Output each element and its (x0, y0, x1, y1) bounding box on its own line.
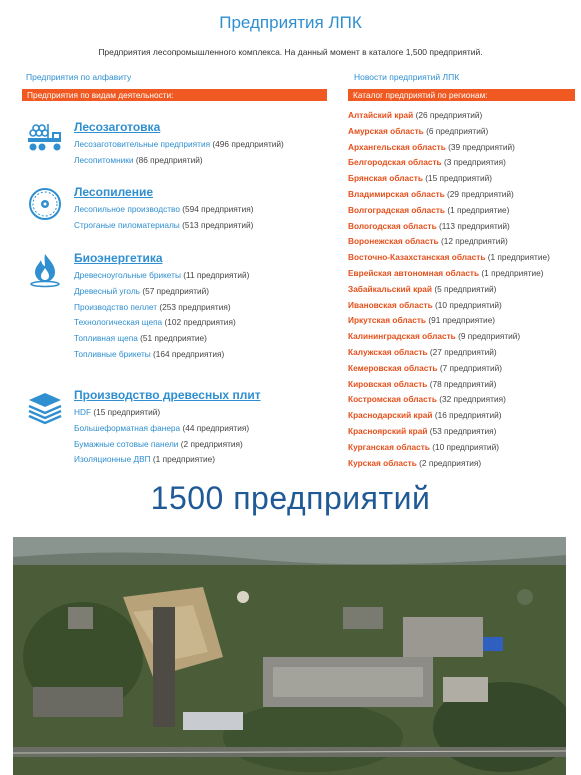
enterprise-count: (44 предприятия) (182, 422, 250, 433)
alphabet-link[interactable]: Предприятия по алфавиту (26, 72, 132, 82)
enterprise-count: (12 предприятий) (440, 236, 508, 247)
category-wood-panels (26, 388, 326, 478)
region-item (348, 250, 578, 266)
list-item (74, 405, 249, 421)
category-link[interactable]: Бумажные сотовые панели (74, 438, 179, 449)
region-item (348, 456, 578, 472)
category-link[interactable]: Лесопитомники (74, 154, 134, 165)
category-link[interactable]: Производство пеллет (74, 301, 158, 312)
list-item (74, 452, 249, 468)
region-link[interactable]: Костромская область (348, 394, 437, 405)
region-item (348, 392, 578, 408)
log-truck-icon (26, 120, 64, 158)
flame-icon (26, 251, 64, 289)
enterprise-count: (29 предприятий) (447, 188, 514, 199)
enterprise-count: (253 предприятия) (159, 301, 231, 312)
region-link[interactable]: Краснодарский край (348, 410, 433, 421)
enterprise-count: (32 предприятия) (439, 394, 506, 405)
list-item (74, 153, 284, 169)
region-item (348, 282, 578, 298)
enterprise-count: (102 предприятия) (164, 317, 236, 328)
category-bioenergy (26, 251, 326, 377)
enterprise-count: (5 предприятий) (434, 283, 497, 294)
enterprise-count: (15 предприятий) (425, 173, 493, 184)
region-item (348, 440, 578, 456)
enterprise-count: (2 предприятия) (419, 457, 482, 468)
enterprise-count: (10 предприятий) (435, 299, 502, 310)
region-link[interactable]: Калужская область (348, 346, 428, 357)
region-link[interactable]: Курская область (348, 457, 417, 468)
list-item (74, 300, 249, 316)
list-item (74, 202, 253, 218)
category-link[interactable]: Лесозаготовительные предприятия (74, 139, 211, 149)
region-link[interactable]: Владимирская область (348, 188, 445, 199)
category-logging (26, 120, 326, 180)
enterprise-count: (26 предприятий) (415, 110, 483, 120)
category-items (74, 202, 253, 234)
region-link[interactable]: Кировская область (348, 378, 428, 389)
category-link[interactable]: Большеформатная фанера (74, 422, 181, 433)
region-link[interactable]: Вологодская область (348, 220, 437, 231)
aerial-photo (13, 537, 566, 775)
region-link[interactable]: Забайкальский край (348, 283, 432, 294)
enterprise-count: (51 предприятие) (140, 333, 207, 344)
region-link[interactable]: Восточно-Казахстанская область (348, 252, 486, 263)
enterprise-count: (57 предприятий) (142, 285, 210, 296)
enterprise-count: (86 предприятий) (135, 154, 203, 165)
enterprise-count: (78 предприятий) (429, 378, 497, 389)
region-item (348, 377, 578, 393)
category-link[interactable]: Лесопильное производство (74, 204, 180, 214)
enterprise-count: (10 предприятий) (432, 441, 499, 452)
region-link[interactable]: Еврейская автономная область (348, 267, 480, 278)
category-title[interactable]: Биоэнергетика (74, 251, 163, 265)
list-item (74, 347, 249, 363)
list-item (74, 421, 249, 437)
enterprise-count: (513 предприятий) (182, 219, 254, 230)
region-link[interactable]: Волгоградская область (348, 204, 446, 215)
category-title[interactable]: Производство древесных плит (74, 388, 261, 402)
enterprise-count: (9 предприятий) (458, 331, 521, 342)
region-link[interactable]: Алтайский край (348, 110, 414, 120)
enterprise-count: (39 предприятий) (448, 141, 515, 152)
region-link[interactable]: Воронежская область (348, 236, 439, 247)
region-item (348, 408, 578, 424)
category-title[interactable]: Лесозаготовка (74, 120, 161, 134)
enterprise-count: (15 предприятий) (93, 407, 161, 417)
region-item (348, 424, 578, 440)
enterprise-count: (6 предприятий) (426, 125, 489, 136)
enterprise-count: (164 предприятия) (153, 348, 225, 359)
category-sawmilling (26, 185, 326, 245)
region-item (348, 361, 578, 377)
enterprise-count: (3 предприятия) (443, 157, 506, 168)
enterprise-count: (53 предприятия) (429, 425, 497, 436)
category-items (74, 268, 249, 363)
region-item (348, 203, 578, 219)
region-item (348, 124, 578, 140)
category-link[interactable]: HDF (74, 407, 92, 417)
list-item (74, 218, 253, 234)
region-item (348, 155, 578, 171)
category-link[interactable]: Строганые пиломатериалы (74, 219, 180, 230)
enterprise-count: (27 предприятий) (429, 346, 497, 357)
activity-bar: Предприятия по видам деятельности: (22, 89, 327, 101)
list-item (74, 437, 249, 453)
regions-list (348, 108, 578, 471)
list-item (74, 284, 249, 300)
list-item (74, 137, 284, 153)
page-title: Предприятия ЛПК (219, 13, 362, 32)
enterprise-count: (594 предприятия) (182, 204, 254, 214)
enterprise-count: (11 предприятий) (183, 270, 250, 280)
list-item (74, 268, 249, 284)
region-link[interactable]: Кемеровская область (348, 362, 438, 373)
news-link[interactable]: Новости предприятий ЛПК (354, 72, 460, 82)
region-link[interactable]: Красноярский край (348, 425, 428, 436)
enterprise-count: (7 предприятий) (439, 362, 502, 373)
region-link[interactable]: Брянская область (348, 173, 423, 184)
region-item (348, 266, 578, 282)
category-link[interactable]: Древесноугольные брикеты (74, 270, 181, 280)
category-link[interactable]: Топливная щепа (74, 333, 138, 344)
enterprise-count: (1 предприятие) (481, 267, 544, 278)
region-item (348, 108, 578, 124)
enterprise-count: (16 предприятий) (434, 410, 502, 421)
enterprise-count: (2 предприятия) (180, 438, 243, 449)
region-link[interactable]: Ивановская область (348, 299, 433, 310)
region-item (348, 187, 578, 203)
region-item (348, 313, 578, 329)
category-link[interactable]: Древесный уголь (74, 285, 140, 296)
region-item (348, 219, 578, 235)
regions-bar: Каталог предприятий по регионам: (348, 89, 575, 101)
region-item (348, 345, 578, 361)
region-item (348, 171, 578, 187)
enterprise-count: (1 предприятие) (447, 204, 510, 215)
list-item (74, 315, 249, 331)
region-link[interactable]: Курганская область (348, 441, 430, 452)
region-link[interactable]: Архангельская область (348, 141, 446, 152)
region-item (348, 298, 578, 314)
enterprise-count: (496 предприятий) (212, 139, 284, 149)
saw-blade-icon (26, 185, 64, 223)
list-item (74, 331, 249, 347)
enterprise-count: (113 предприятий) (439, 220, 510, 231)
enterprise-total-banner: 1500 предприятий (150, 480, 431, 516)
category-link[interactable]: Топливные брикеты (74, 348, 151, 359)
category-link[interactable]: Изоляционные ДВП (74, 454, 151, 465)
region-link[interactable]: Иркутская область (348, 315, 427, 326)
region-link[interactable]: Амурская область (348, 125, 424, 136)
region-link[interactable]: Белгородская область (348, 157, 442, 168)
region-link[interactable]: Калининградская область (348, 331, 456, 342)
catalog-intro: Предприятия лесопромышленного комплекса. На данный момент в каталоге 1,500 предприятий. (98, 47, 483, 57)
category-title[interactable]: Лесопиление (74, 185, 154, 199)
boards-stack-icon (26, 388, 64, 426)
enterprise-count: (1 предприятие) (152, 454, 216, 465)
enterprise-count: (1 предприятие) (487, 252, 550, 263)
category-link[interactable]: Технологическая щепа (74, 317, 163, 328)
enterprise-count: (91 предприятие) (428, 315, 496, 326)
region-item (348, 140, 578, 156)
category-items (74, 137, 284, 169)
region-item (348, 329, 578, 345)
category-items (74, 405, 249, 468)
region-item (348, 234, 578, 250)
